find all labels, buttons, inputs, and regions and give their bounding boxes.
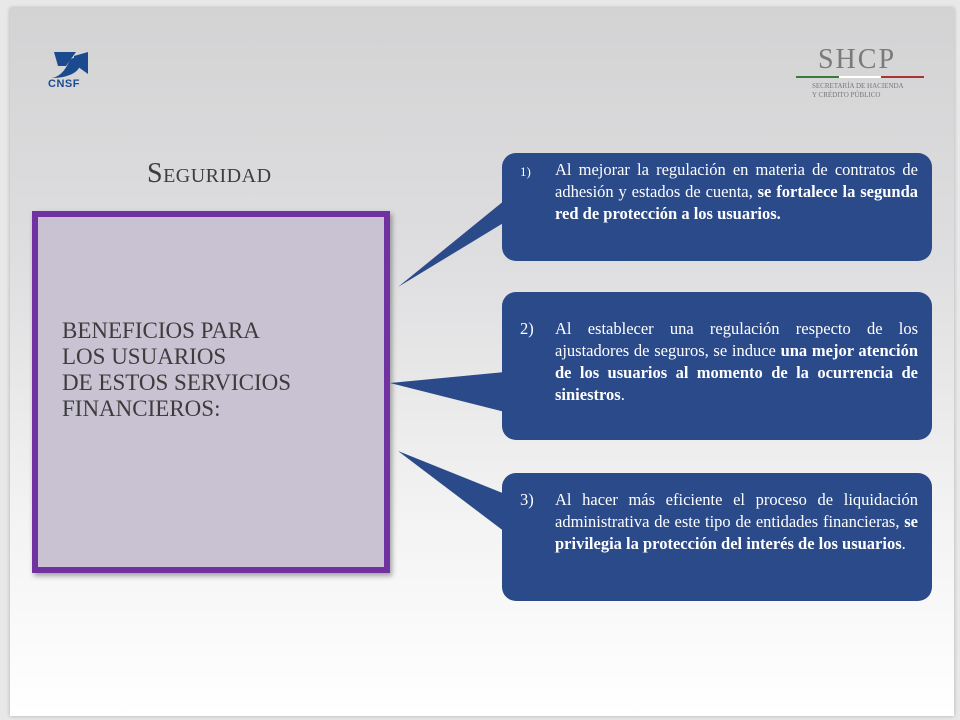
- benefit-text-regular: Al hacer más eficiente el proceso de liquidación administrativa de este tipo de entidades financieras,: [555, 490, 918, 531]
- benefits-heading: [62, 318, 291, 422]
- benefit-text-end: .: [620, 385, 625, 404]
- benefit-text-bold: se privilegia la protección del interés de los usuarios: [555, 512, 918, 553]
- shcp-subtitle-line1: SECRETARÍA DE HACIENDA: [812, 82, 904, 90]
- benefit-bubble-2: [502, 292, 932, 440]
- benefits-line3: DE ESTOS SERVICIOS: [62, 370, 292, 395]
- benefit-number: 3): [520, 490, 534, 509]
- benefit-text: [555, 318, 918, 406]
- benefit-number: 1): [520, 164, 531, 179]
- benefit-text: [555, 159, 918, 225]
- benefit-item-1: [520, 159, 918, 225]
- benefit-text-regular: Al mejorar la regulación en materia de contratos de adhesión y estados de cuenta,: [555, 160, 918, 201]
- benefit-bubble-3: [502, 473, 932, 601]
- benefit-item-2: [520, 318, 918, 406]
- benefits-line2: LOS USUARIOS: [62, 344, 227, 369]
- benefit-text-bold: una mejor atención de los usuarios al momento de la ocurrencia de siniestros: [555, 341, 918, 404]
- benefit-item-3: [520, 489, 918, 555]
- shcp-subtitle-line2: Y CRÉDITO PÚBLICO: [812, 91, 881, 99]
- benefit-text: [555, 489, 918, 555]
- benefit-bubble-1: [502, 153, 932, 261]
- benefit-text-regular: Al establecer una regulación respecto de los ajustadores de seguros, se induce: [555, 319, 918, 360]
- benefits-line4: FINANCIEROS:: [62, 396, 221, 421]
- shcp-title: SHCP: [817, 44, 897, 75]
- benefit-number: 2): [520, 319, 534, 338]
- slide-title: Seguridad: [147, 158, 272, 189]
- benefit-text-end: .: [901, 534, 906, 553]
- benefit-text-bold: se fortalece la segunda red de protección a los usuarios.: [555, 182, 918, 223]
- cnsf-label: CNSF: [48, 78, 80, 90]
- benefits-line1: BENEFICIOS PARA: [62, 318, 260, 343]
